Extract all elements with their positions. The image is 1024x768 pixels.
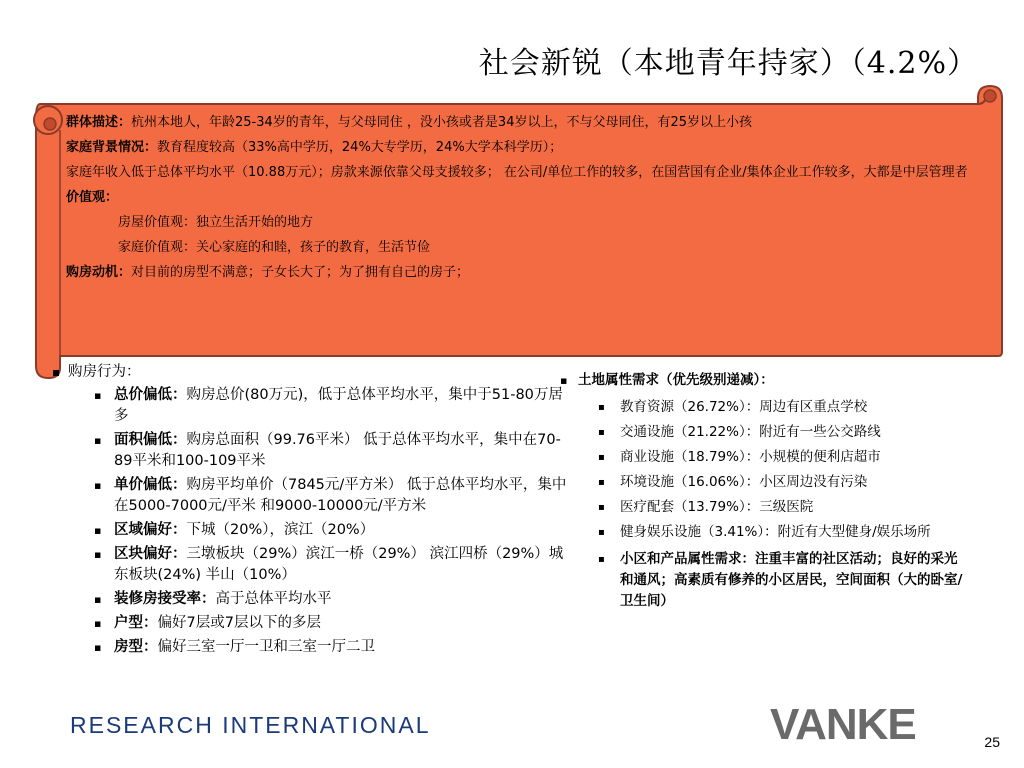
list-item: ▪ 面积偏低：购房总面积（99.76平米） 低于总体平均水平，集中在70-89平米和100-109平米	[48, 430, 568, 472]
values-label: 价值观：	[66, 190, 119, 205]
list-item: ▪ 装修房接受率：高于总体平均水平	[48, 589, 568, 610]
land-attribute-heading: ▪ 土地属性需求（优先级别递减）：	[556, 370, 966, 391]
list-item: ▪ 区域偏好：下城（20%），滨江（20%）	[48, 520, 568, 541]
group-description: 群体描述：杭州本地人，年龄25-34岁的青年，与父母同住 ，没小孩或者是34岁以上，不与父母同住，有25岁以上小孩	[66, 115, 753, 130]
vanke-logo: VANKE	[770, 700, 916, 749]
list-item: ▪ 总价偏低：购房总价(80万元)，低于总体平均水平，集中于51-80万居多	[48, 385, 568, 427]
research-international-logo: RESEARCH INTERNATIONAL	[70, 712, 431, 738]
family-background: 家庭背景情况：教育程度较高（33%高中学历，24%大专学历，24%大学本科学历）；	[66, 140, 563, 155]
land-attribute-section	[556, 370, 966, 612]
purchase-motive: 购房动机：对目前的房型不满意；子女长大了；为了拥有自己的房子；	[66, 265, 470, 280]
purchase-behavior-heading: ▪ 购房行为：	[48, 362, 568, 383]
community-attribute-note: ▪ 小区和产品属性需求：注重丰富的社区活动；良好的采光和通风；高素质有修养的小区居民，空间面积（大的卧室/卫生间）	[556, 549, 966, 612]
list-item: ▪ 房型：偏好三室一厅一卫和三室一厅二卫	[48, 637, 568, 658]
list-item: ▪ 健身娱乐设施（3.41%）：附近有大型健身/娱乐场所	[556, 522, 966, 543]
purchase-behavior-section	[48, 362, 568, 661]
list-item: ▪ 教育资源（26.72%）：周边有区重点学校	[556, 397, 966, 418]
values-family: 家庭价值观：关心家庭的和睦，孩子的教育，生活节俭	[118, 240, 431, 255]
values-house: 房屋价值观：独立生活开始的地方	[118, 215, 314, 230]
scroll-content	[66, 110, 968, 356]
list-item: ▪ 环境设施（16.06%）：小区周边没有污染	[556, 472, 966, 493]
list-item: ▪ 单价偏低：购房平均单价（7845元/平方米） 低于总体平均水平，集中在5000-7000元/平米 和9000-10000元/平方米	[48, 475, 568, 517]
slide-title: 社会新锐（本地青年持家）（4.2%）	[478, 46, 978, 81]
list-item: ▪ 医疗配套（13.79%）：三级医院	[556, 497, 966, 518]
family-income: 家庭年收入低于总体平均水平（10.88万元）；房款来源依靠父母支援较多； 在公司/单位工作的较多，在国营国有企业/集体企业工作较多，大都是中层管理者	[66, 165, 968, 180]
list-item: ▪ 户型：偏好7层或7层以下的多层	[48, 613, 568, 634]
list-item: ▪ 交通设施（21.22%）：附近有一些公交路线	[556, 422, 966, 443]
list-item: ▪ 商业设施（18.79%）：小规模的便利店超市	[556, 447, 966, 468]
list-item: ▪ 区块偏好：三墩板块（29%）滨江一桥（29%） 滨江四桥（29%）城东板块(24%) 半山（10%）	[48, 544, 568, 586]
page-number: 25	[984, 734, 1000, 750]
